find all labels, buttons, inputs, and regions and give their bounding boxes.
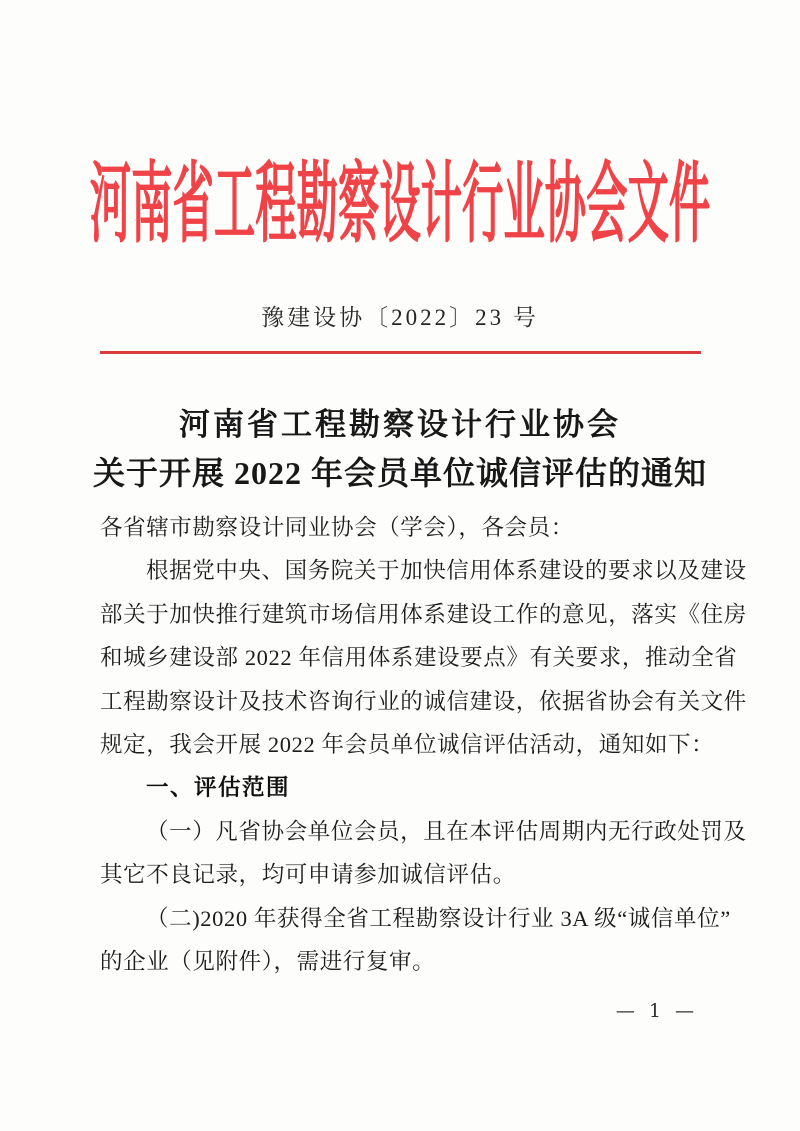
doc-title-line-1: 河南省工程勘察设计行业协会	[179, 407, 621, 442]
body-line: （二)2020 年获得全省工程勘察设计行业 3A 级“诚信单位”	[146, 905, 731, 931]
document-body	[100, 506, 747, 983]
body-line: （一）凡省协会单位会员，且在本评估周期内无行政处罚及	[146, 818, 747, 844]
body-line: 和城乡建设部 2022 年信用体系建设要点》有关要求，推动全省	[100, 645, 738, 671]
document-number: 豫建设协〔2022〕23 号	[261, 305, 539, 330]
red-divider-line	[100, 351, 701, 354]
letterhead-title: 河南省工程勘察设计行业协会文件	[89, 157, 711, 254]
page-number: — 1 —	[615, 1000, 698, 1022]
body-line: 工程勘察设计及技术咨询行业的诚信建设，依据省协会有关文件	[100, 688, 747, 714]
body-line: 其它不良记录，均可申请参加诚信评估。	[100, 862, 516, 888]
body-line: 根据党中央、国务院关于加快信用体系建设的要求以及建设	[146, 558, 747, 584]
body-line-salutation: 各省辖市勘察设计同业协会（学会），各会员：	[100, 515, 574, 540]
letterhead-banner	[0, 156, 800, 256]
doc-title-line-2: 关于开展 2022 年会员单位诚信评估的通知	[92, 455, 707, 491]
body-line: 部关于加快推行建筑市场信用体系建设工作的意见，落实《住房	[100, 601, 747, 627]
body-line: 的企业（见附件），需进行复审。	[100, 949, 436, 975]
section-heading-scope: 一、评估范围	[146, 775, 291, 801]
body-line: 规定，我会开展 2022 年会员单位诚信评估活动，通知如下：	[100, 732, 715, 758]
